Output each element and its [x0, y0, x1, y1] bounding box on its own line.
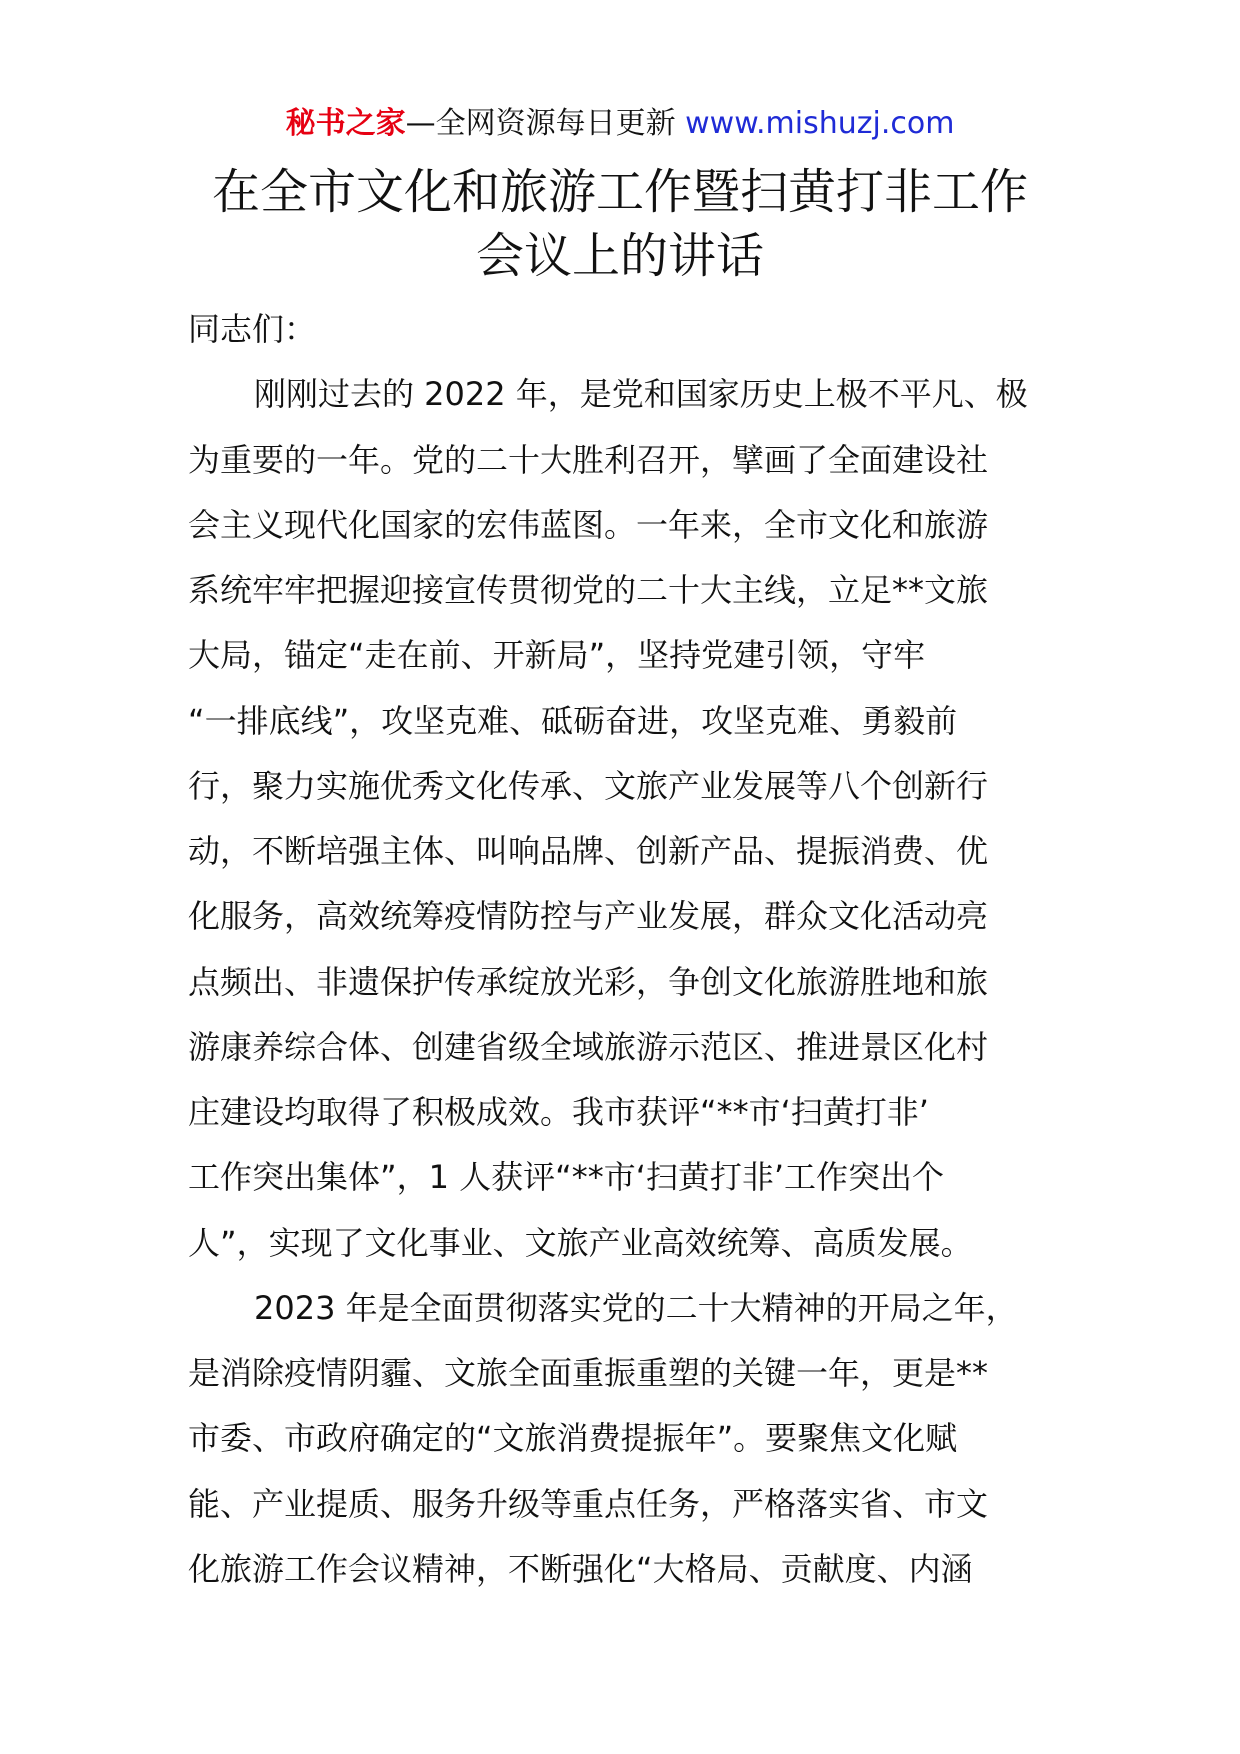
paragraph-line: 刚刚过去的 2022 年，是党和国家历史上极不平凡、极	[254, 375, 1028, 414]
brand-name: 秘书之家	[285, 106, 406, 141]
paragraph-line: 化旅游工作会议精神，不断强化“大格局、贡献度、内涵	[188, 1549, 973, 1588]
header-url-link[interactable]: www.mishuzj.com	[685, 106, 955, 141]
paragraph-line: 点频出、非遗保护传承绽放光彩，争创文化旅游胜地和旅	[188, 962, 989, 1001]
paragraph-line: 工作突出集体”，1 人获评“**市‘扫黄打非’工作突出个	[188, 1158, 945, 1197]
paragraph-line: 为重要的一年。党的二十大胜利召开，擘画了全面建设社	[188, 440, 989, 479]
document-title	[0, 160, 1240, 288]
paragraph-line: 能、产业提质、服务升级等重点任务，严格落实省、市文	[188, 1484, 989, 1523]
title-line: 在全市文化和旅游工作暨扫黄打非工作	[211, 164, 1028, 220]
site-header	[0, 104, 1240, 144]
paragraph-line: 市委、市政府确定的“文旅消费提振年”。要聚焦文化赋	[188, 1419, 958, 1458]
salutation: 同志们：	[188, 310, 317, 348]
paragraph-line: 行，聚力实施优秀文化传承、文旅产业发展等八个创新行	[188, 766, 989, 805]
header-tagline: —全网资源每日更新	[405, 106, 686, 141]
paragraph-line: 庄建设均取得了积极成效。我市获评“**市‘扫黄打非’	[188, 1093, 929, 1131]
paragraph-line: 系统牢牢把握迎接宣传贯彻党的二十大主线，立足**文旅	[188, 571, 989, 609]
paragraph-line: 游康养综合体、创建省级全域旅游示范区、推进景区化村	[188, 1027, 989, 1066]
paragraph-line: 会主义现代化国家的宏伟蓝图。一年来，全市文化和旅游	[188, 505, 989, 544]
paragraph-line: 2023 年是全面贯彻落实党的二十大精神的开局之年，	[254, 1288, 1018, 1327]
paragraph-line: “一排底线”，攻坚克难、砥砺奋进，攻坚克难、勇毅前	[188, 701, 958, 740]
paragraph-line: 是消除疫情阴霾、文旅全面重振重塑的关键一年，更是**	[188, 1354, 989, 1392]
paragraph-line: 大局，锚定“走在前、开新局”，坚持党建引领，守牢	[188, 636, 926, 675]
paragraph-line: 动，不断培强主体、叫响品牌、创新产品、提振消费、优	[188, 832, 989, 870]
document-body	[188, 297, 1068, 1602]
title-line: 会议上的讲话	[475, 228, 764, 284]
paragraph-line: 人”，实现了文化事业、文旅产业高效统筹、高质发展。	[188, 1223, 973, 1262]
paragraph-line: 化服务，高效统筹疫情防控与产业发展，群众文化活动亮	[188, 897, 989, 936]
